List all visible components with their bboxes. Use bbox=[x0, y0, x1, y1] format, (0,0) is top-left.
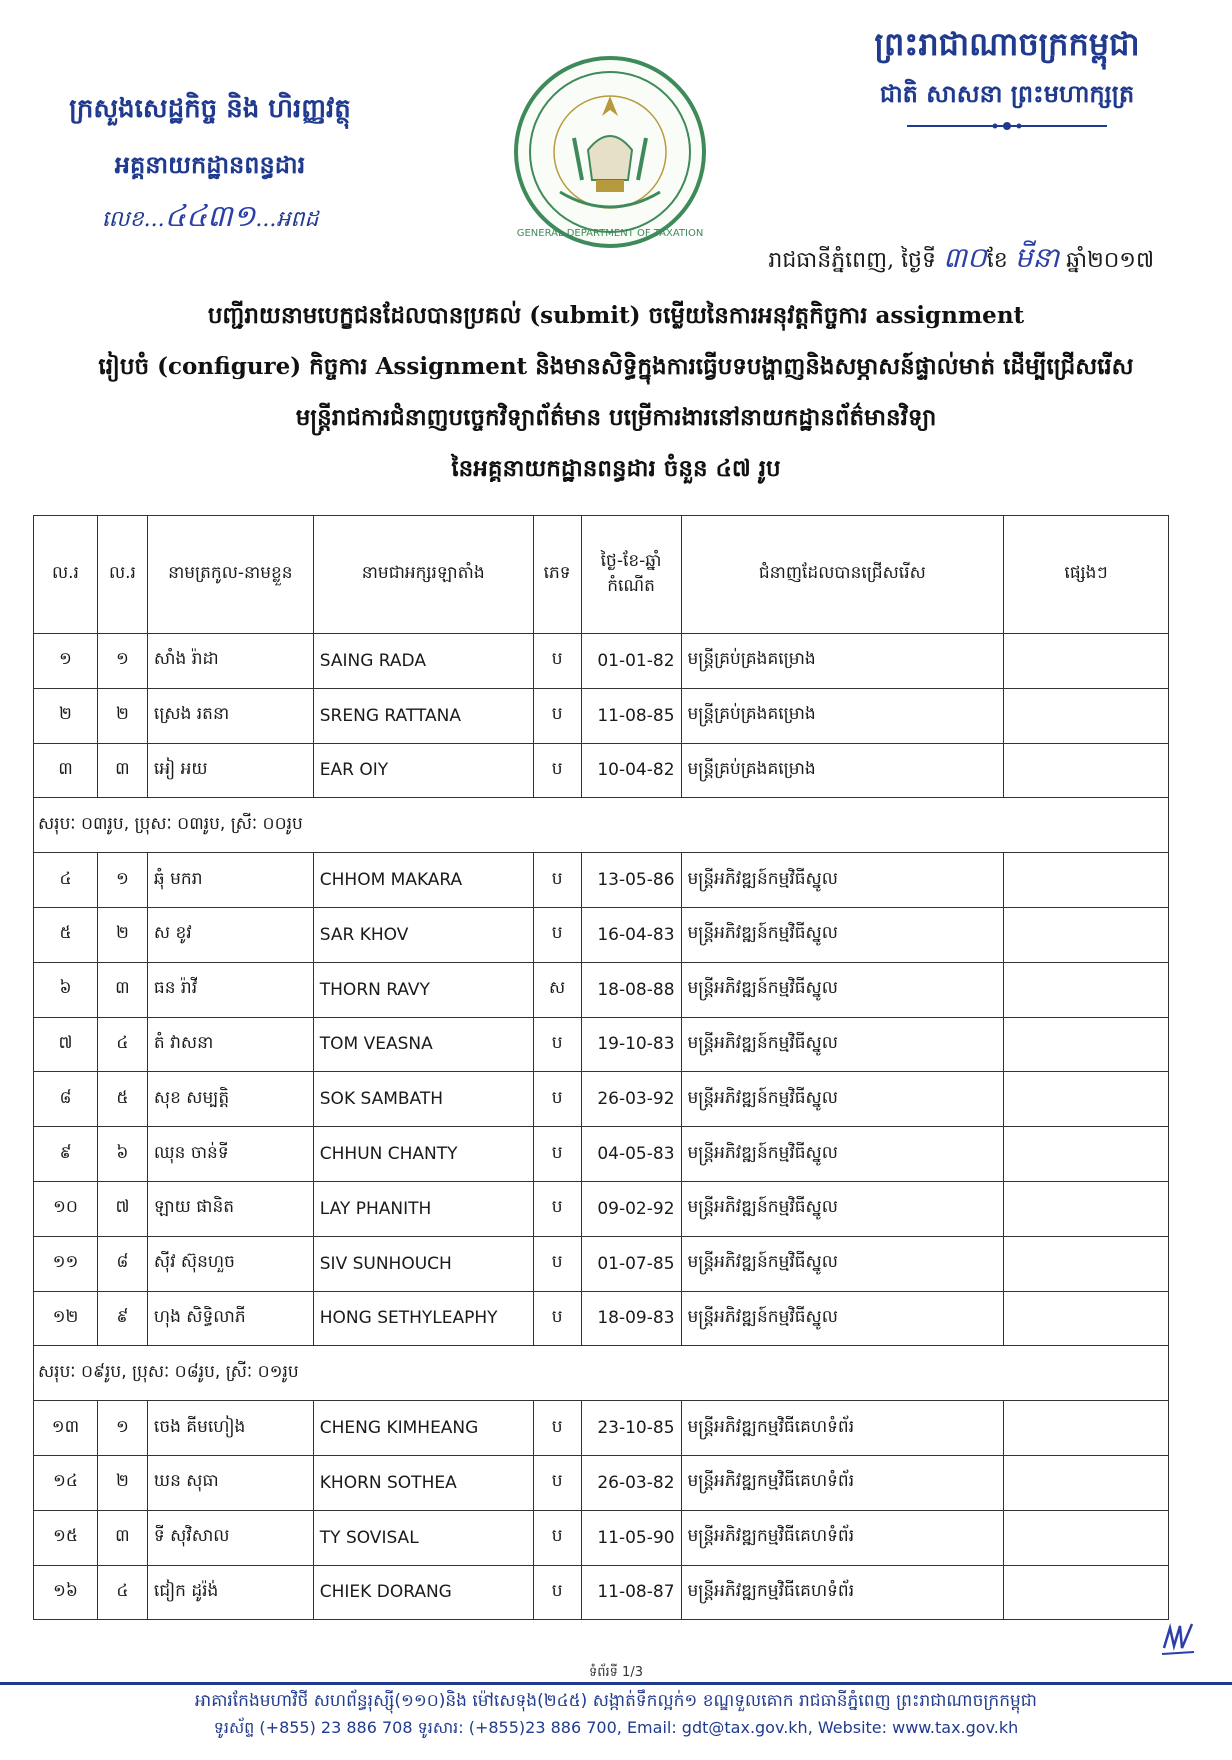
footer-address: អាគារកែងមហាវិថី សហព័ន្ធរុស្ស៊ី(១១០)និង ម៉ៅសេទុង(២៤៥) សង្កាត់ទឹកល្អក់១ ខណ្ឌទួលគោក រាជធានីភ្នំពេញ ព្រះរាជាណាចក្រកម្ពុជា bbox=[195, 1691, 1037, 1711]
table-row bbox=[34, 743, 1169, 798]
cell-sex: ប bbox=[533, 1181, 581, 1236]
cell-position: មន្ត្រីអភិវឌ្ឍន៍កម្មវិធីស្នូល bbox=[681, 1181, 1004, 1236]
col-dob: ថ្ងៃ-ខែ-ឆ្នាំ កំណើត bbox=[581, 516, 681, 634]
cell-no: ៨ bbox=[34, 1072, 98, 1127]
cell-dob: 23-10-85 bbox=[581, 1401, 681, 1456]
cell-no: ៦ bbox=[34, 962, 98, 1017]
cell-sex: ប bbox=[533, 688, 581, 743]
cell-name-latin: KHORN SOTHEA bbox=[313, 1455, 533, 1510]
cell-position: មន្ត្រីអភិវឌ្ឍកម្មវិធីគេហទំព័រ bbox=[681, 1565, 1004, 1620]
cell-sex: ប bbox=[533, 1401, 581, 1456]
kingdom-block bbox=[842, 24, 1172, 136]
table-row bbox=[34, 962, 1169, 1017]
cell-other bbox=[1004, 962, 1169, 1017]
cell-sub-no: ៤ bbox=[97, 1565, 147, 1620]
cell-sub-no: ៧ bbox=[97, 1181, 147, 1236]
cell-other bbox=[1004, 1455, 1169, 1510]
cell-name-kh: អៀ អយ bbox=[147, 743, 313, 798]
cell-no: ៤ bbox=[34, 853, 98, 908]
cell-sex: ប bbox=[533, 1510, 581, 1565]
table-row bbox=[34, 1401, 1169, 1456]
cell-no: ៥ bbox=[34, 907, 98, 962]
col-name-kh: នាមត្រកូល-នាមខ្លួន bbox=[147, 516, 313, 634]
document-date bbox=[768, 240, 1154, 281]
cell-other bbox=[1004, 634, 1169, 689]
group-summary: សរុបៈ ០៣រូប, ប្រុសៈ ០៣រូប, ស្រីៈ ០០រូប bbox=[34, 798, 1169, 853]
ministry-name: ក្រសួងសេដ្ឋកិច្ច និង ហិរញ្ញវត្ថុ bbox=[69, 94, 351, 124]
cell-sub-no: ៩ bbox=[97, 1291, 147, 1346]
cell-dob: 09-02-92 bbox=[581, 1181, 681, 1236]
cell-sex: ប bbox=[533, 1127, 581, 1182]
page-number: ទំព័រទី 1/3 bbox=[589, 1665, 643, 1680]
cell-no: ១៥ bbox=[34, 1510, 98, 1565]
cell-no: ៩ bbox=[34, 1127, 98, 1182]
cell-no: ១ bbox=[34, 634, 98, 689]
department-name: អគ្គនាយកដ្ឋានពន្ធដារ bbox=[114, 150, 306, 179]
cell-position: មន្ត្រីអភិវឌ្ឍន៍កម្មវិធីស្នូល bbox=[681, 1291, 1004, 1346]
ref-suffix: ...អពដ bbox=[255, 207, 319, 232]
cell-sex: ប bbox=[533, 1565, 581, 1620]
cell-other bbox=[1004, 1565, 1169, 1620]
cell-position: មន្ត្រីគ្រប់គ្រងគម្រោង bbox=[681, 634, 1004, 689]
cell-other bbox=[1004, 1181, 1169, 1236]
cell-name-kh: ចេង គីមហៀង bbox=[147, 1401, 313, 1456]
table-row bbox=[34, 1291, 1169, 1346]
candidate-table bbox=[33, 515, 1169, 1620]
seal-text: GENERAL DEPARTMENT OF TAXATION bbox=[516, 228, 704, 239]
cell-name-latin: LAY PHANITH bbox=[313, 1181, 533, 1236]
cell-position: មន្ត្រីអភិវឌ្ឍកម្មវិធីគេហទំព័រ bbox=[681, 1455, 1004, 1510]
ref-number-handwritten: ៤៤៣១ bbox=[164, 199, 256, 234]
cell-dob: 26-03-92 bbox=[581, 1072, 681, 1127]
table-row bbox=[34, 1455, 1169, 1510]
table-row bbox=[34, 1510, 1169, 1565]
date-day-handwritten: ៣០ bbox=[942, 241, 987, 274]
cell-sex: ប bbox=[533, 1291, 581, 1346]
title-line-3: មន្ត្រីរាជការជំនាញបច្ចេកវិទ្យាព័ត៌មាន បម្រើការងារនៅនាយកដ្ឋានព័ត៌មានវិទ្យា bbox=[295, 404, 937, 431]
cell-dob: 01-01-82 bbox=[581, 634, 681, 689]
cell-other bbox=[1004, 1072, 1169, 1127]
cell-dob: 10-04-82 bbox=[581, 743, 681, 798]
cell-name-latin: TY SOVISAL bbox=[313, 1510, 533, 1565]
group-summary: សរុបៈ ០៩រូប, ប្រុសៈ ០៨រូប, ស្រីៈ ០១រូប bbox=[34, 1346, 1169, 1401]
table-body bbox=[34, 634, 1169, 1620]
cell-name-kh: ស ខូវ bbox=[147, 907, 313, 962]
cell-other bbox=[1004, 907, 1169, 962]
cell-no: ១៣ bbox=[34, 1401, 98, 1456]
cell-sub-no: ៣ bbox=[97, 1510, 147, 1565]
cell-sex: ប bbox=[533, 634, 581, 689]
reference-number bbox=[40, 197, 380, 241]
cell-no: ២ bbox=[34, 688, 98, 743]
cell-name-latin: CHENG KIMHEANG bbox=[313, 1401, 533, 1456]
cell-sub-no: ៨ bbox=[97, 1236, 147, 1291]
title-line-1: បញ្ជីរាយនាមបេក្ខជនដែលបានប្រគល់ (submit) ចម្លើយនៃការអនុវត្តកិច្ចការ assignment bbox=[207, 302, 1025, 329]
gdt-seal-icon bbox=[510, 52, 710, 252]
cell-position: មន្ត្រីអភិវឌ្ឍន៍កម្មវិធីស្នូល bbox=[681, 1017, 1004, 1072]
cell-position: មន្ត្រីគ្រប់គ្រងគម្រោង bbox=[681, 688, 1004, 743]
cell-sub-no: ១ bbox=[97, 634, 147, 689]
cell-dob: 13-05-86 bbox=[581, 853, 681, 908]
cell-other bbox=[1004, 743, 1169, 798]
cell-name-kh: ឆុំ មករា bbox=[147, 853, 313, 908]
cell-sex: ប bbox=[533, 1236, 581, 1291]
cell-name-latin: SRENG RATTANA bbox=[313, 688, 533, 743]
cell-position: មន្ត្រីអភិវឌ្ឍន៍កម្មវិធីស្នូល bbox=[681, 907, 1004, 962]
cell-no: ១១ bbox=[34, 1236, 98, 1291]
cell-name-latin: TOM VEASNA bbox=[313, 1017, 533, 1072]
table-row bbox=[34, 1565, 1169, 1620]
cell-name-latin: SAING RADA bbox=[313, 634, 533, 689]
table-row bbox=[34, 853, 1169, 908]
cell-name-kh: តំ វាសនា bbox=[147, 1017, 313, 1072]
cell-name-latin: HONG SETHYLEAPHY bbox=[313, 1291, 533, 1346]
cell-name-latin: SAR KHOV bbox=[313, 907, 533, 962]
cell-sex: ប bbox=[533, 853, 581, 908]
table-row bbox=[34, 1236, 1169, 1291]
signature-initials-icon bbox=[1158, 1618, 1198, 1658]
cell-other bbox=[1004, 853, 1169, 908]
date-year: ឆ្នាំ២០១៧ bbox=[1066, 248, 1154, 273]
col-no: ល.រ bbox=[34, 516, 98, 634]
cell-sub-no: ៤ bbox=[97, 1017, 147, 1072]
cell-position: មន្ត្រីអភិវឌ្ឍន៍កម្មវិធីស្នូល bbox=[681, 962, 1004, 1017]
cell-sub-no: ១ bbox=[97, 853, 147, 908]
cell-name-kh: ធន រ៉ាវី bbox=[147, 962, 313, 1017]
cell-other bbox=[1004, 1510, 1169, 1565]
table-row bbox=[34, 1127, 1169, 1182]
ref-prefix: លេខ... bbox=[101, 207, 165, 232]
cell-no: ១៦ bbox=[34, 1565, 98, 1620]
cell-dob: 18-08-88 bbox=[581, 962, 681, 1017]
cell-position: មន្ត្រីអភិវឌ្ឍកម្មវិធីគេហទំព័រ bbox=[681, 1401, 1004, 1456]
cell-name-kh: ឡាយ ផានិត bbox=[147, 1181, 313, 1236]
cell-sub-no: ៣ bbox=[97, 962, 147, 1017]
cell-dob: 11-08-87 bbox=[581, 1565, 681, 1620]
cell-name-kh: ឃន សុធា bbox=[147, 1455, 313, 1510]
cell-name-latin: SIV SUNHOUCH bbox=[313, 1236, 533, 1291]
cell-no: ៧ bbox=[34, 1017, 98, 1072]
table-row bbox=[34, 634, 1169, 689]
col-sex: ភេទ bbox=[533, 516, 581, 634]
cell-dob: 16-04-83 bbox=[581, 907, 681, 962]
cell-other bbox=[1004, 1401, 1169, 1456]
cell-sex: ស bbox=[533, 962, 581, 1017]
cell-dob: 04-05-83 bbox=[581, 1127, 681, 1182]
ornament-divider-icon bbox=[907, 120, 1107, 132]
date-month-label: ខែ bbox=[986, 248, 1008, 273]
group-summary-row bbox=[34, 798, 1169, 853]
cell-sub-no: ៥ bbox=[97, 1072, 147, 1127]
table-row bbox=[34, 1072, 1169, 1127]
title-line-2: រៀបចំ (configure) កិច្ចការ Assignment និងមានសិទ្ធិក្នុងការធ្វើបទបង្ហាញនិងសម្ភាសន៍ផ្ទាល់មាត់ ដើម្បីជ្រើសរើស bbox=[98, 353, 1134, 380]
cell-sub-no: ១ bbox=[97, 1401, 147, 1456]
cell-dob: 01-07-85 bbox=[581, 1236, 681, 1291]
cell-dob: 11-05-90 bbox=[581, 1510, 681, 1565]
cell-dob: 19-10-83 bbox=[581, 1017, 681, 1072]
cell-position: មន្ត្រីអភិវឌ្ឍន៍កម្មវិធីស្នូល bbox=[681, 1127, 1004, 1182]
group-summary-row bbox=[34, 1346, 1169, 1401]
cell-name-kh: ស៊ីវ ស៊ុនហួច bbox=[147, 1236, 313, 1291]
cell-sex: ប bbox=[533, 1072, 581, 1127]
cell-name-latin: EAR OIY bbox=[313, 743, 533, 798]
cell-position: មន្ត្រីអភិវឌ្ឍន៍កម្មវិធីស្នូល bbox=[681, 1072, 1004, 1127]
date-month-handwritten: មីនា bbox=[1014, 241, 1060, 274]
table-row bbox=[34, 1181, 1169, 1236]
cell-no: ១២ bbox=[34, 1291, 98, 1346]
cell-name-kh: ទី សុវិសាល bbox=[147, 1510, 313, 1565]
col-name-latin: នាមជាអក្សរឡាតាំង bbox=[313, 516, 533, 634]
cell-other bbox=[1004, 1017, 1169, 1072]
cell-sub-no: ៣ bbox=[97, 743, 147, 798]
cell-no: ១៤ bbox=[34, 1455, 98, 1510]
cell-other bbox=[1004, 1291, 1169, 1346]
table-row bbox=[34, 688, 1169, 743]
document-title bbox=[0, 302, 1232, 506]
cell-name-kh: ហុង សិទ្ធិលាភី bbox=[147, 1291, 313, 1346]
cell-position: មន្ត្រីអភិវឌ្ឍន៍កម្មវិធីស្នូល bbox=[681, 853, 1004, 908]
cell-name-latin: THORN RAVY bbox=[313, 962, 533, 1017]
cell-no: ៣ bbox=[34, 743, 98, 798]
cell-name-kh: ជៀក ដូរ៉ង់ bbox=[147, 1565, 313, 1620]
cell-sub-no: ២ bbox=[97, 688, 147, 743]
cell-name-kh: ស្រេង រតនា bbox=[147, 688, 313, 743]
cell-position: មន្ត្រីអភិវឌ្ឍកម្មវិធីគេហទំព័រ bbox=[681, 1510, 1004, 1565]
cell-sex: ប bbox=[533, 1455, 581, 1510]
table-row bbox=[34, 1017, 1169, 1072]
cell-name-kh: ឈុន ចាន់ទី bbox=[147, 1127, 313, 1182]
ministry-block bbox=[40, 92, 380, 241]
cell-sub-no: ២ bbox=[97, 907, 147, 962]
cell-other bbox=[1004, 1127, 1169, 1182]
cell-other bbox=[1004, 1236, 1169, 1291]
footer-contact: ទូរស័ព្ទ (+855) 23 886 708 ទូរសារ: (+855)23 886 700, Email: gdt@tax.gov.kh, Website: www.tax.gov.kh bbox=[213, 1718, 1019, 1737]
table-header-row bbox=[34, 516, 1169, 634]
table-row bbox=[34, 907, 1169, 962]
cell-name-latin: SOK SAMBATH bbox=[313, 1072, 533, 1127]
cell-dob: 26-03-82 bbox=[581, 1455, 681, 1510]
col-position: ជំនាញដែលបានជ្រើសរើស bbox=[681, 516, 1004, 634]
cell-name-kh: សុខ សម្បត្តិ bbox=[147, 1072, 313, 1127]
cell-name-latin: CHHOM MAKARA bbox=[313, 853, 533, 908]
cell-no: ១០ bbox=[34, 1181, 98, 1236]
col-sub-no: ល.រ bbox=[97, 516, 147, 634]
cell-sex: ប bbox=[533, 1017, 581, 1072]
cell-position: មន្ត្រីអភិវឌ្ឍន៍កម្មវិធីស្នូល bbox=[681, 1236, 1004, 1291]
cell-dob: 11-08-85 bbox=[581, 688, 681, 743]
title-line-4: នៃអគ្គនាយកដ្ឋានពន្ធដារ ចំនួន ៤៧ រូប bbox=[451, 455, 781, 482]
national-motto: ជាតិ សាសនា ព្រះមហាក្សត្រ bbox=[879, 79, 1135, 108]
cell-dob: 18-09-83 bbox=[581, 1291, 681, 1346]
cell-position: មន្ត្រីគ្រប់គ្រងគម្រោង bbox=[681, 743, 1004, 798]
cell-sub-no: ៦ bbox=[97, 1127, 147, 1182]
cell-sub-no: ២ bbox=[97, 1455, 147, 1510]
cell-sex: ប bbox=[533, 907, 581, 962]
date-prefix: រាជធានីភ្នំពេញ, ថ្ងៃទី bbox=[768, 248, 936, 273]
cell-name-kh: សាំង រ៉ាដា bbox=[147, 634, 313, 689]
cell-name-latin: CHIEK DORANG bbox=[313, 1565, 533, 1620]
footer-divider bbox=[0, 1682, 1232, 1685]
cell-other bbox=[1004, 688, 1169, 743]
cell-sex: ប bbox=[533, 743, 581, 798]
col-other: ផ្សេងៗ bbox=[1004, 516, 1169, 634]
kingdom-name: ព្រះរាជាណាចក្រកម្ពុជា bbox=[874, 25, 1140, 63]
cell-name-latin: CHHUN CHANTY bbox=[313, 1127, 533, 1182]
